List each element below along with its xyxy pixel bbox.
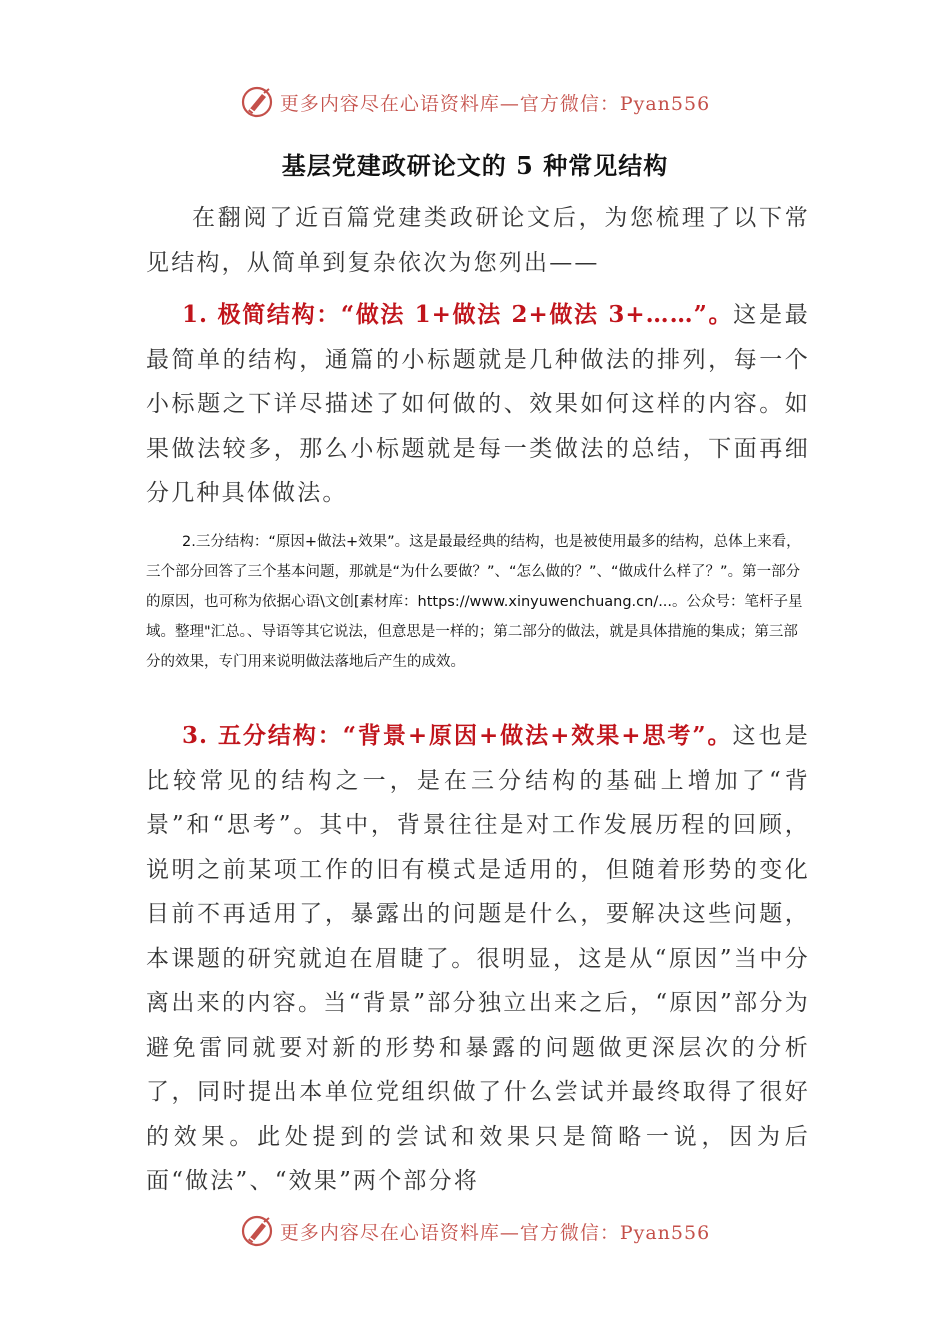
intro-paragraph: 在翻阅了近百篇党建类政研论文后，为您梳理了以下常见结构，从简单到复杂依次为您列出—— [146,205,810,276]
item1-paragraph [146,293,810,516]
item2-paragraph: 2.三分结构：“原因+做法+效果”。这是最最经典的结构，也是被使用最多的结构，总体上来看，三个部分回答了三个基本问题，那就是“为什么要做？”、“怎么做的？”、“做成什么样了？”。第一部分的原因，也可称为依据心语\文创[素材库：https://www.xinyuwenchuang.cn/...。公众号：笔杆子星域。整理"汇总。、导语等其它说法，但意思是一样的；第二部分的做法，就是具体措施的集成；第三部分的效果，专门用来说明做法落地后产生的成效。 [146,534,803,670]
pen-logo-icon [240,1214,274,1248]
item3-body: 这也是比较常见的结构之一，是在三分结构的基础上增加了“背景”和“思考”。其中，背景往往是对工作发展历程的回顾，说明之前某项工作的旧有模式是适用的，但随着形势的变化目前不再适用了，暴露出的问题是什么，要解决这些问题，本课题的研究就迫在眉睫了。很明显，这是从“原因”当中分离出来的内容。当“背景”部分独立出来之后，“原因”部分为避免雷同就要对新的形势和暴露的问题做更深层次的分析了，同时提出本单位党组织做了什么尝试并最终取得了很好的效果。此处提到的尝试和效果只是简略一说，因为后面“做法”、“效果”两个部分将 [146,723,810,1194]
pen-logo-icon [240,85,274,119]
banner-separator: — [499,1221,520,1244]
footer-watermark-banner [225,1211,725,1251]
banner-text: 更多内容尽在心语资料库 [279,92,500,115]
header-watermark-banner [225,82,725,122]
banner-suffix: 官方微信：Pyan556 [519,92,711,115]
item3-paragraph [146,714,810,1204]
banner-text: 更多内容尽在心语资料库 [279,1221,500,1244]
banner-separator: — [499,92,520,115]
item1-heading: 1. 极简结构：“做法 1+做法 2+做法 3+……”。 [182,301,734,328]
item3-heading: 3. 五分结构：“背景+原因+做法+效果+思考”。 [182,722,733,749]
banner-suffix: 官方微信：Pyan556 [519,1221,711,1244]
document-title: 基层党建政研论文的 5 种常见结构 [281,151,669,180]
item1-body: 这是最最简单的结构，通篇的小标题就是几种做法的排列，每一个小标题之下详尽描述了如何做的、效果如何这样的内容。如果做法较多，那么小标题就是每一类做法的总结，下面再细分几种具体做法。 [146,302,810,506]
